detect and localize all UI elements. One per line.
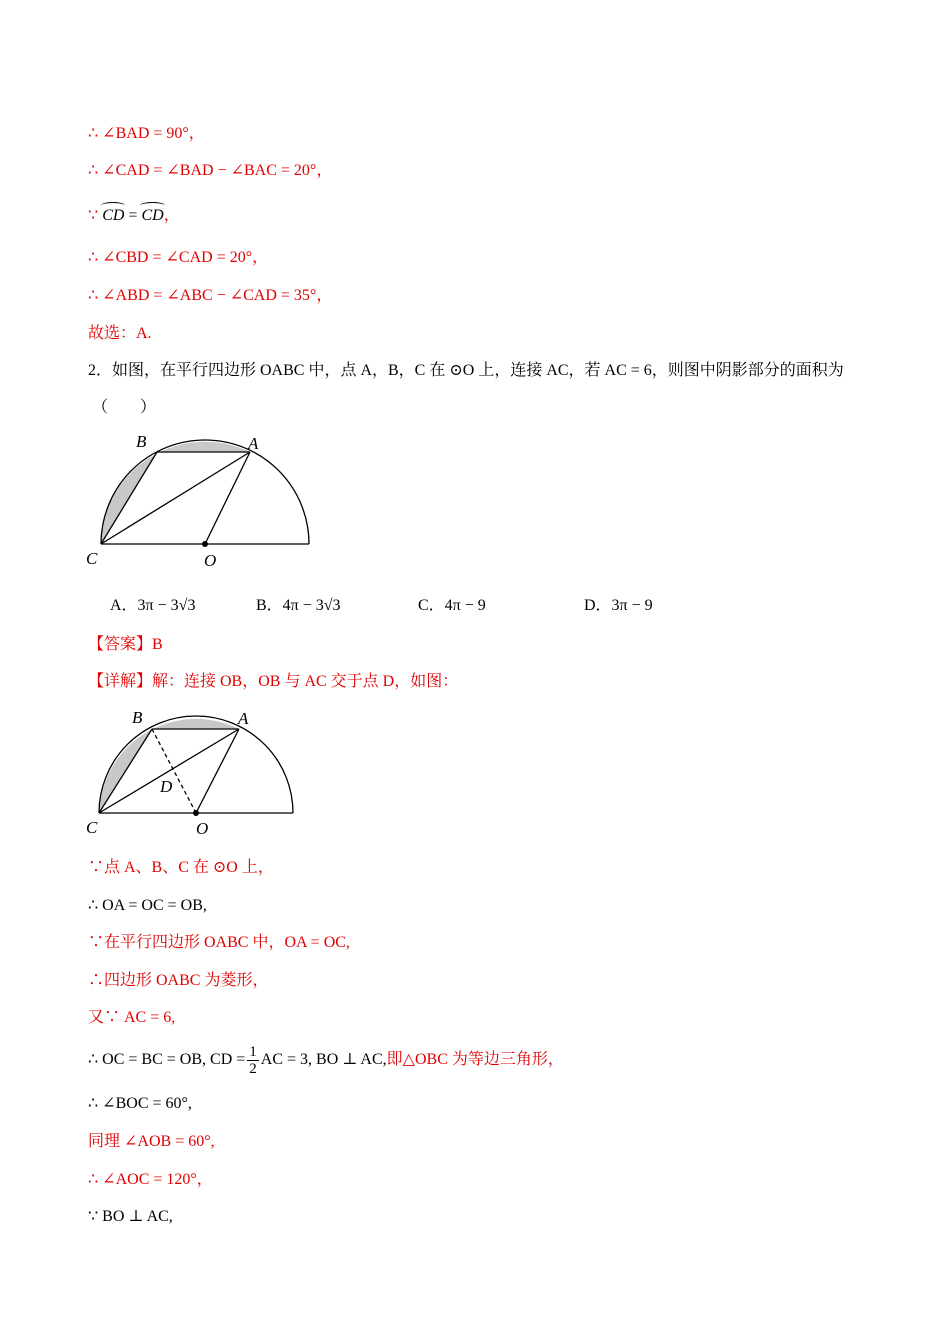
label-d: D: [160, 777, 173, 796]
sol-9: ∴ ∠AOC = 120°，: [88, 1171, 213, 1188]
detail-head: 【详解】解：连接 OB，OB 与 AC 交于点 D，如图：: [88, 673, 459, 690]
equals: =: [124, 207, 142, 224]
center-point: [193, 810, 199, 816]
fraction-half: [247, 1044, 259, 1077]
label-o: O: [204, 551, 217, 570]
question-paren: （ ）: [92, 399, 157, 416]
sol-4: ∴四边形 OABC 为菱形，: [88, 972, 269, 989]
label-o: O: [196, 819, 209, 838]
arc-cd-1: CD: [102, 207, 125, 224]
shaded-region: [101, 442, 250, 544]
step-arc: [88, 206, 180, 226]
sol-6-red: 即△OBC 为等边三角形，: [386, 1051, 564, 1068]
sol-6-pre: ∴ OC = BC = OB, CD =: [88, 1051, 246, 1068]
label-c: C: [86, 549, 98, 568]
segment-cb: [101, 452, 157, 544]
sol-1: ∵点 A、B、C 在 ⊙O 上，: [88, 859, 274, 876]
option-c[interactable]: C．4π − 9: [418, 597, 486, 614]
because-symbol: ∵: [88, 207, 103, 224]
label-a: A: [238, 709, 249, 728]
segment-ob-dashed: [152, 729, 196, 813]
center-point: [202, 541, 208, 547]
option-b[interactable]: B．4π − 3√3: [256, 597, 341, 614]
arc-cd-2: CD: [141, 207, 164, 224]
sol-5: 又∵ AC = 6,: [88, 1009, 176, 1026]
sol-7: ∴ ∠BOC = 60°,: [88, 1095, 192, 1112]
question-figure: [80, 425, 320, 575]
segment-cb: [99, 729, 152, 813]
option-a[interactable]: A．3π − 3√3: [110, 597, 196, 614]
step-cbd: ∴ ∠CBD = ∠CAD = 20°，: [88, 249, 269, 266]
label-b: B: [132, 708, 143, 727]
label-b: B: [136, 432, 147, 451]
sol-10: ∵ BO ⊥ AC,: [88, 1208, 173, 1225]
step-cad: ∴ ∠CAD = ∠BAD − ∠BAC = 20°，: [88, 162, 333, 179]
question-text: 2．如图，在平行四边形 OABC 中，点 A，B，C 在 ⊙O 上，连接 AC，若 AC = 6，则图中阴影部分的面积为: [88, 362, 844, 379]
comma: ，: [163, 207, 180, 224]
option-d[interactable]: D．3π − 9: [584, 597, 653, 614]
label-c: C: [86, 818, 98, 837]
solution-figure: [80, 702, 310, 842]
answer-line: 【答案】B: [88, 636, 163, 653]
sol-6-mid: AC = 3, BO ⊥ AC,: [260, 1051, 387, 1068]
fraction-numerator: 1: [249, 1043, 257, 1060]
fraction-denominator: 2: [249, 1060, 257, 1077]
shaded-region: [99, 719, 239, 813]
sol-3: ∵在平行四边形 OABC 中，OA = OC,: [88, 934, 350, 951]
sol-6: [88, 1043, 564, 1077]
choice-line: 故选：A.: [88, 325, 152, 342]
label-a: A: [248, 434, 259, 453]
step-bad: ∴ ∠BAD = 90°，: [88, 125, 205, 142]
step-abd: ∴ ∠ABD = ∠ABC − ∠CAD = 35°，: [88, 287, 333, 304]
sol-8: 同理 ∠AOB = 60°,: [88, 1133, 215, 1150]
sol-2: ∴ OA = OC = OB,: [88, 897, 207, 914]
